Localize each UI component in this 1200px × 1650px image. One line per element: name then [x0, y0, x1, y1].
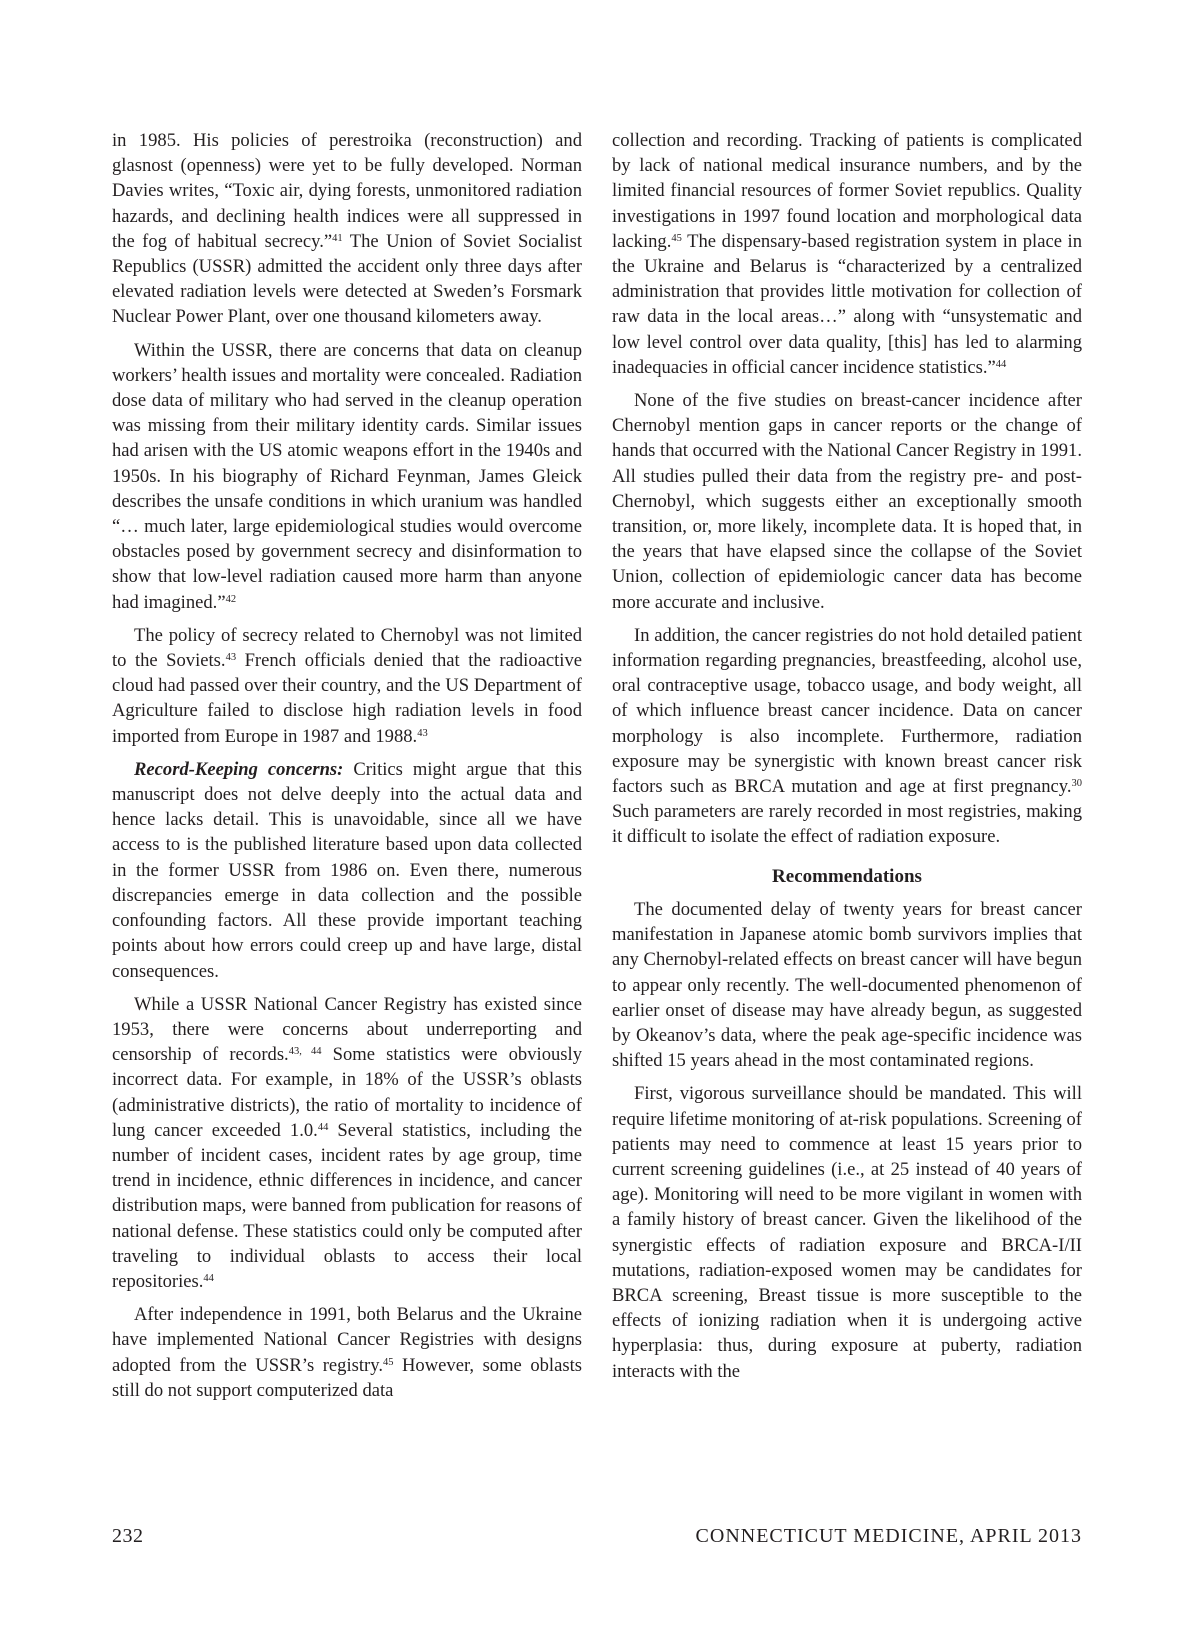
citation: 43: [225, 652, 237, 664]
paragraph: In addition, the cancer registries do not hold detailed patient information regarding pregnancies, breastfeeding, alcohol use, oral contraceptive usage, tobacco usage, and body weight, all of which influence breast cancer incidence. Data on cancer morphology is also incomplete. Furthermore, radiation exposure may be synergistic with known breast cancer risk factors such as BRCA mutation and age at first pregnancy.$^{30}$ Such parameters are rarely recorded in most registries, making it difficult to isolate the effect of radiation exposure.: [612, 624, 1082, 848]
citation: 43: [417, 727, 428, 739]
paragraph: Within the USSR, there are concerns that data on cleanup workers’ health issues and mortality were concealed. Radiation dose data of military who had served in the cleanup operation was missing from their military identity cards. Similar issues had arisen with the US atomic weapons effort in the 1940s and 1950s. In his biography of Richard Feynman, James Gleick describes the unsafe conditions in which uranium was handled “… much later, large epidemiological studies would overcome obstacles posed by government secrecy and disinformation to show that low-level radiation caused more harm than anyone had imagined.”$^{42}$: [112, 339, 582, 613]
paragraph: First, vigorous surveillance should be mandated. This will require lifetime monitoring of at-risk populations. Screening of patients may need to commence at least 15 years prior to current screening guidelines (i.e., at 25 instead of 40 years of age). Monitoring will need to be more vigilant in women with a family history of breast cancer. Given the likelihood of the synergistic effects of radiation exposure and BRCA-I/II mutations, radiation-exposed women may be candidates for BRCA screening, Breast tissue is more susceptible to the effects of ionizing radiation when it is undergoing active hyperplasia: thus, during exposure at puberty, radiation interacts with the: [612, 1083, 1082, 1382]
citation: 43, 44: [288, 1046, 322, 1058]
citation: 42: [225, 593, 237, 605]
section-heading: Recommendations: [772, 865, 922, 887]
citation: 45: [671, 232, 682, 244]
citation: 30: [1071, 778, 1082, 790]
paragraph: The policy of secrecy related to Chernobyl was not limited to the Soviets.$^{43}$ French officials denied that the radioactive cloud had passed over their country, and the US Department of Agriculture failed to disclose high radiation levels in food imported from Europe in 1987 and 1988.43: [112, 624, 582, 747]
citation: 44: [317, 1121, 329, 1133]
page-number: 232: [112, 1525, 144, 1547]
paragraph: collection and recording. Tracking of patients is complicated by lack of national medical insurance numbers, and by the limited financial resources of former Soviet republics. Quality investigations in 1997 found location and morphological data lacking.$^{45}$ The dispensary-based registration system in place in the Ukraine and Belarus is “characterized by a centralized administration that provides little motivation for collection of raw data in the local areas…” along with “unsystematic and low level control over data quality, [this] has led to alarming inadequacies in official cancer incidence statistics.”$^{44}$: [612, 130, 1082, 378]
citation: 45: [382, 1356, 394, 1368]
left-column: [112, 128, 582, 1411]
citation: 44: [203, 1272, 214, 1284]
citation: 41: [332, 232, 343, 244]
paragraph: While a USSR National Cancer Registry has existed since 1953, there were concerns about underreporting and censorship of records.$^{43, 44}$ Some statistics were obviously incorrect data. For example, in 18% of the USSR’s oblasts (administrative districts), the ratio of mortality to incidence of lung cancer exceeded 1.0.44 Several statistics, including the number of incident cases, incident rates by age group, time trend in incidence, ethnic differences in incidence, and cancer distribution maps, were banned from publication for reasons of national defense. These statistics could only be computed after traveling to individual oblasts to access their local repositories.$^{44}$: [112, 993, 582, 1292]
journal-footer: CONNECTICUT MEDICINE, APRIL 2013: [695, 1525, 1082, 1547]
citation: 44: [995, 358, 1007, 370]
paragraph: None of the five studies on breast-cancer incidence after Chernobyl mention gaps in cancer reports or the change of hands that occurred with the National Cancer Registry in 1991. All studies pulled their data from the registry pre- and post-Chernobyl, which suggests either an exceptionally smooth transition, or, more likely, incomplete data. It is hoped that, in the years that have elapsed since the collapse of the Soviet Union, collection of epidemiologic cancer data has become more accurate and inclusive.: [612, 390, 1082, 613]
paragraph: After independence in 1991, both Belarus and the Ukraine have implemented National Cancer Registries with designs adopted from the USSR’s registry.$^{45}$ However, some oblasts still do not support computerized data: [112, 1304, 582, 1401]
paragraph: Record-Keeping concerns: Critics might argue that this manuscript does not delve deeply into the actual data and hence lacks detail. This is unavoidable, since all we have access to is the published literature based upon data collected in the former USSR from 1986 on. Even there, numerous discrepancies emerge in data collection and the possible confounding factors. All these provide important teaching points about how errors could creep up and have large, distal consequences.: [112, 758, 582, 982]
run-in-heading: Record-Keeping concerns:: [134, 758, 344, 780]
paragraph: The documented delay of twenty years for breast cancer manifestation in Japanese atomic bomb survivors implies that any Chernobyl-related effects on breast cancer will have begun to appear only recently. The well-documented phenomenon of earlier onset of disease may have already begun, as suggested by Okeanov’s data, where the peak age-specific incidence was shifted 15 years ahead in the most contaminated regions.: [612, 898, 1082, 1072]
right-column: [612, 128, 1082, 1392]
paragraph: in 1985. His policies of perestroika (reconstruction) and glasnost (openness) were yet to be fully developed. Norman Davies writes, “Toxic air, dying forests, unmonitored radiation hazards, and declining health indices were all suppressed in the fog of habitual secrecy.”$^{41}$ The Union of Soviet Socialist Republics (USSR) admitted the accident only three days after elevated radiation levels were detected at Sweden’s Forsmark Nuclear Power Plant, over one thousand kilometers away.: [112, 130, 582, 328]
